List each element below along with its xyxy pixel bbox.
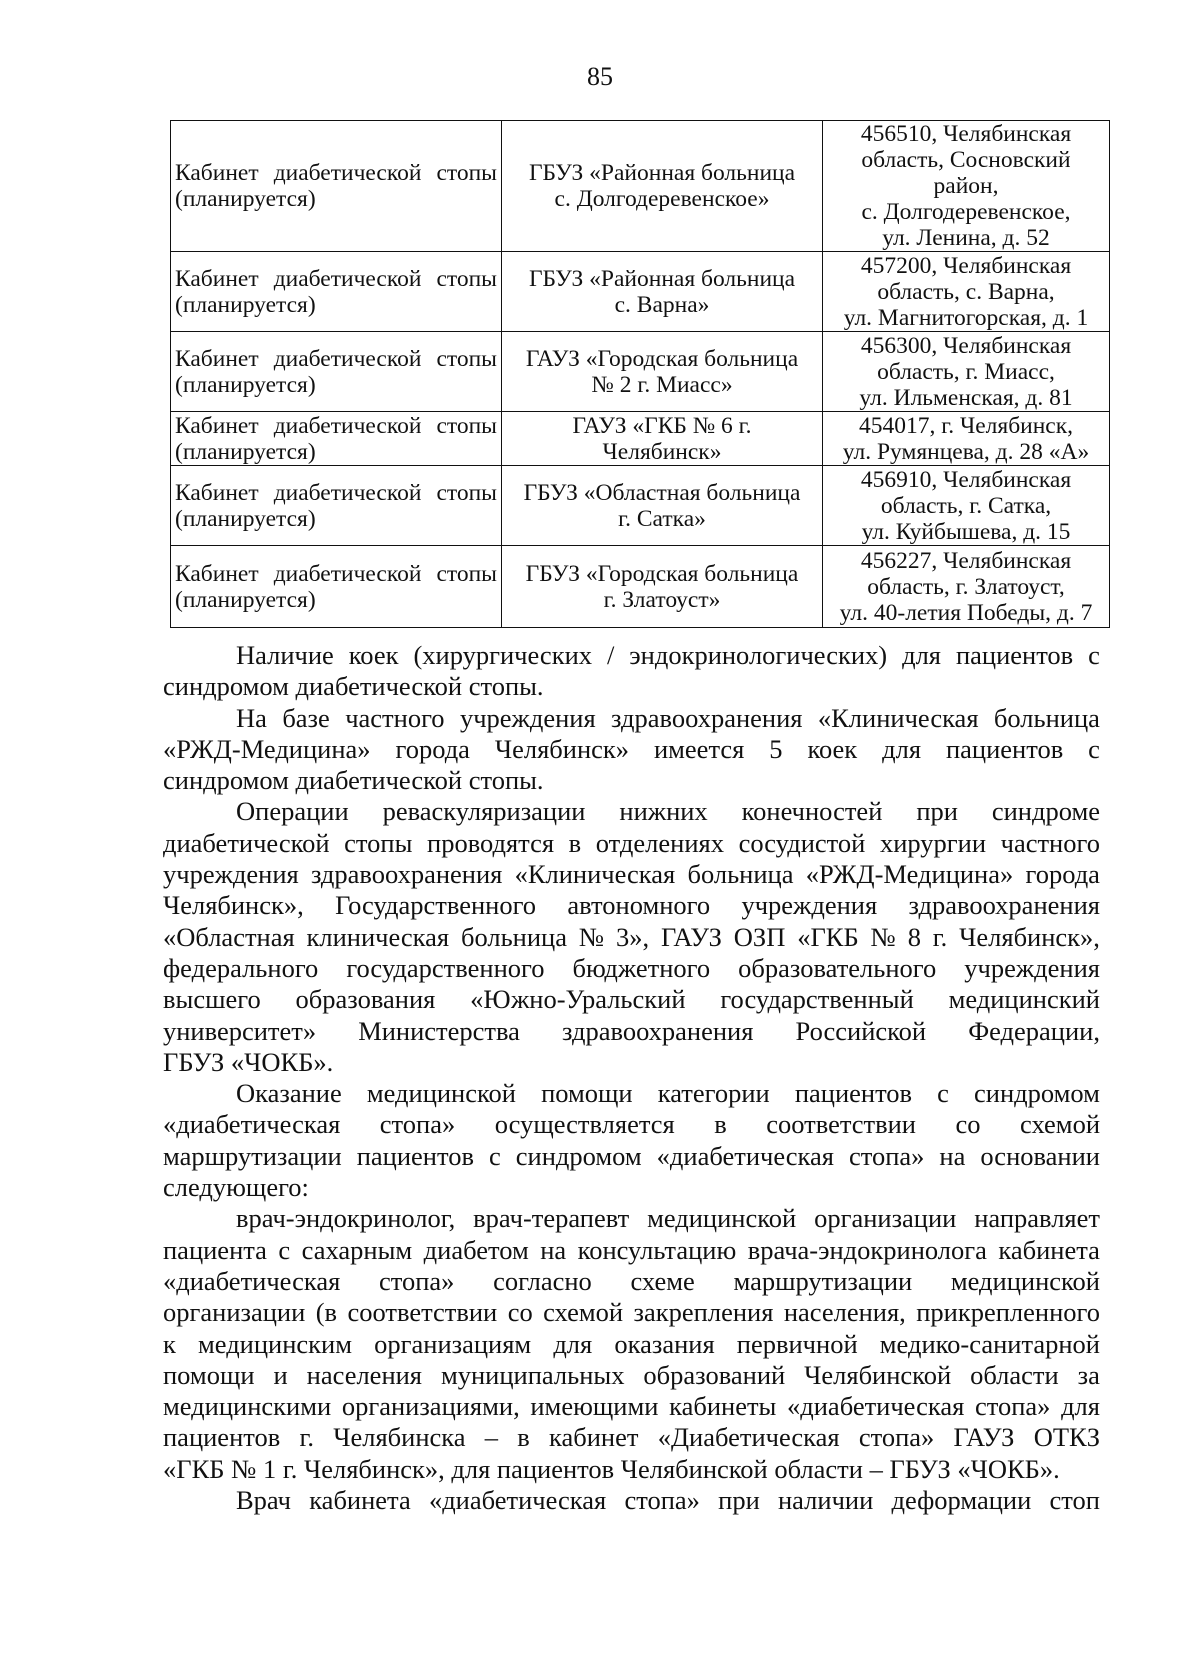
- cell-line: ГБУЗ «Районная больница: [528, 265, 796, 292]
- cell-line: ул. Ленина, д. 52: [882, 225, 1050, 251]
- text-line: «Областная клиническая больница № 3», ГАУЗ ОЗП «ГКБ № 8 г. Челябинск»,: [163, 921, 1100, 952]
- text-line: Операции реваскуляризации нижних конечностей при синдроме: [236, 796, 1100, 827]
- facilities-table: [170, 120, 1110, 628]
- table-row: [171, 332, 1110, 412]
- facility-name-cell: [171, 546, 502, 628]
- cell-line: Челябинск»: [602, 438, 722, 465]
- text-line: синдромом диабетической стопы.: [163, 765, 544, 796]
- text-line: следующего:: [163, 1172, 309, 1203]
- organization-cell: [502, 466, 823, 546]
- facility-name-cell: [171, 412, 502, 466]
- cell-line: с. Долгодеревенское,: [861, 199, 1071, 225]
- text-line: Врач кабинета «диабетическая стопа» при наличии деформации стоп: [236, 1485, 1100, 1516]
- cell-line: район,: [933, 173, 999, 199]
- cell-line: ГАУЗ «ГКБ № 6 г.: [572, 412, 752, 439]
- text-line: помощи и населения муниципальных образований Челябинской области за: [163, 1359, 1100, 1390]
- facility-name-cell: [171, 332, 502, 412]
- address-cell: [823, 332, 1110, 412]
- address-cell: [823, 121, 1110, 252]
- table-row: [171, 121, 1110, 252]
- text-line: Челябинск», Государственного автономного учреждения здравоохранения: [163, 890, 1100, 921]
- cell-line: ул. 40-летия Победы, д. 7: [839, 599, 1093, 626]
- address-cell: [823, 412, 1110, 466]
- cell-line: ГБУЗ «Районная больница: [528, 160, 796, 186]
- cell-line: 456227, Челябинская: [860, 547, 1072, 574]
- paragraph: [163, 1078, 1100, 1203]
- cell-line: область, г. Златоуст,: [867, 573, 1065, 600]
- text-line: пациента с сахарным диабетом на консультацию врача-эндокринолога кабинета: [163, 1234, 1100, 1265]
- cell-line: область, г. Сатка,: [880, 492, 1052, 519]
- text-line: «ГКБ № 1 г. Челябинск», для пациентов Челябинской области – ГБУЗ «ЧОКБ».: [163, 1453, 1060, 1484]
- cell-line: с. Варна»: [614, 291, 710, 318]
- text-line: федерального государственного бюджетного образовательного учреждения: [163, 952, 1100, 983]
- cell-line: 457200, Челябинская: [860, 252, 1072, 279]
- text-line: ГБУЗ «ЧОКБ».: [163, 1046, 334, 1077]
- organization-cell: [502, 412, 823, 466]
- cell-line: область, с. Варна,: [877, 278, 1055, 305]
- cell-line: область, г. Миасс,: [877, 358, 1055, 385]
- cell-line: ул. Румянцева, д. 28 «А»: [842, 438, 1090, 465]
- organization-cell: [502, 332, 823, 412]
- cell-line: № 2 г. Миасс»: [591, 371, 733, 398]
- address-cell: [823, 546, 1110, 628]
- cell-line: ГБУЗ «Городская больница: [525, 560, 799, 587]
- text-line: медицинскими организациями, имеющими кабинеты «диабетическая стопа» для: [163, 1391, 1100, 1422]
- cell-line: Кабинет диабетической стопы: [175, 160, 497, 186]
- paragraph: [163, 703, 1100, 797]
- cell-line: 454017, г. Челябинск,: [858, 412, 1074, 439]
- cell-line: 456910, Челябинская: [860, 466, 1072, 493]
- address-cell: [823, 466, 1110, 546]
- table-row: [171, 252, 1110, 332]
- cell-line: ул. Куйбышева, д. 15: [861, 518, 1071, 545]
- table-row: [171, 412, 1110, 466]
- text-line: диабетической стопы проводятся в отделениях сосудистой хирургии частного: [163, 827, 1100, 858]
- text-line: высшего образования «Южно-Уральский государственный медицинский: [163, 984, 1100, 1015]
- facility-name-cell: [171, 121, 502, 252]
- cell-line: ГБУЗ «Областная больница: [523, 479, 801, 506]
- organization-cell: [502, 546, 823, 628]
- text-line: пациентов г. Челябинска – в кабинет «Диабетическая стопа» ГАУЗ ОТКЗ: [163, 1422, 1100, 1453]
- cell-line: (планируется): [175, 291, 316, 318]
- text-line: «РЖД-Медицина» города Челябинск» имеется 5 коек для пациентов с: [163, 733, 1100, 764]
- cell-line: (планируется): [175, 505, 316, 532]
- cell-line: 456300, Челябинская: [860, 332, 1072, 359]
- paragraph: [163, 796, 1100, 1078]
- text-line: На базе частного учреждения здравоохранения «Клиническая больница: [236, 702, 1100, 733]
- cell-line: Кабинет диабетической стопы: [175, 560, 497, 587]
- cell-line: ГАУЗ «Городская больница: [525, 345, 799, 372]
- facility-name-cell: [171, 252, 502, 332]
- paragraph: [163, 1485, 1100, 1516]
- text-line: «диабетическая стопа» осуществляется в соответствии со схемой: [163, 1109, 1100, 1140]
- cell-line: Кабинет диабетической стопы: [175, 412, 497, 439]
- text-line: учреждения здравоохранения «Клиническая больница «РЖД-Медицина» города: [163, 859, 1100, 890]
- cell-line: (планируется): [175, 186, 316, 212]
- body-text: [163, 640, 1100, 1516]
- paragraph: [163, 1203, 1100, 1485]
- table-row: [171, 546, 1110, 628]
- page-number: 85: [587, 62, 613, 91]
- text-line: Оказание медицинской помощи категории пациентов с синдромом: [236, 1078, 1100, 1109]
- organization-cell: [502, 121, 823, 252]
- cell-line: г. Златоуст»: [603, 586, 721, 613]
- text-line: синдромом диабетической стопы.: [163, 671, 544, 702]
- text-line: университет» Министерства здравоохранения Российской Федерации,: [163, 1015, 1100, 1046]
- cell-line: с. Долгодеревенское»: [554, 186, 770, 212]
- cell-line: г. Сатка»: [618, 505, 706, 532]
- address-cell: [823, 252, 1110, 332]
- text-line: Наличие коек (хирургических / эндокринологических) для пациентов с: [236, 640, 1100, 670]
- cell-line: область, Сосновский: [861, 147, 1071, 173]
- paragraph: [163, 640, 1100, 703]
- cell-line: ул. Ильменская, д. 81: [859, 384, 1073, 411]
- text-line: маршрутизации пациентов с синдромом «диабетическая стопа» на основании: [163, 1140, 1100, 1171]
- cell-line: ул. Магнитогорская, д. 1: [843, 304, 1089, 331]
- cell-line: (планируется): [175, 586, 316, 613]
- table-row: [171, 466, 1110, 546]
- cell-line: 456510, Челябинская: [860, 121, 1072, 147]
- cell-line: Кабинет диабетической стопы: [175, 345, 497, 372]
- facility-name-cell: [171, 466, 502, 546]
- cell-line: Кабинет диабетической стопы: [175, 479, 497, 506]
- text-line: организации (в соответствии со схемой закрепления населения, прикрепленного: [163, 1297, 1100, 1328]
- text-line: к медицинским организациям для оказания первичной медико-санитарной: [163, 1328, 1100, 1359]
- text-line: врач-эндокринолог, врач-терапевт медицинской организации направляет: [236, 1203, 1100, 1234]
- organization-cell: [502, 252, 823, 332]
- cell-line: (планируется): [175, 438, 316, 465]
- cell-line: (планируется): [175, 371, 316, 398]
- text-line: «диабетическая стопа» согласно схеме маршрутизации медицинской: [163, 1265, 1100, 1296]
- cell-line: Кабинет диабетической стопы: [175, 265, 497, 292]
